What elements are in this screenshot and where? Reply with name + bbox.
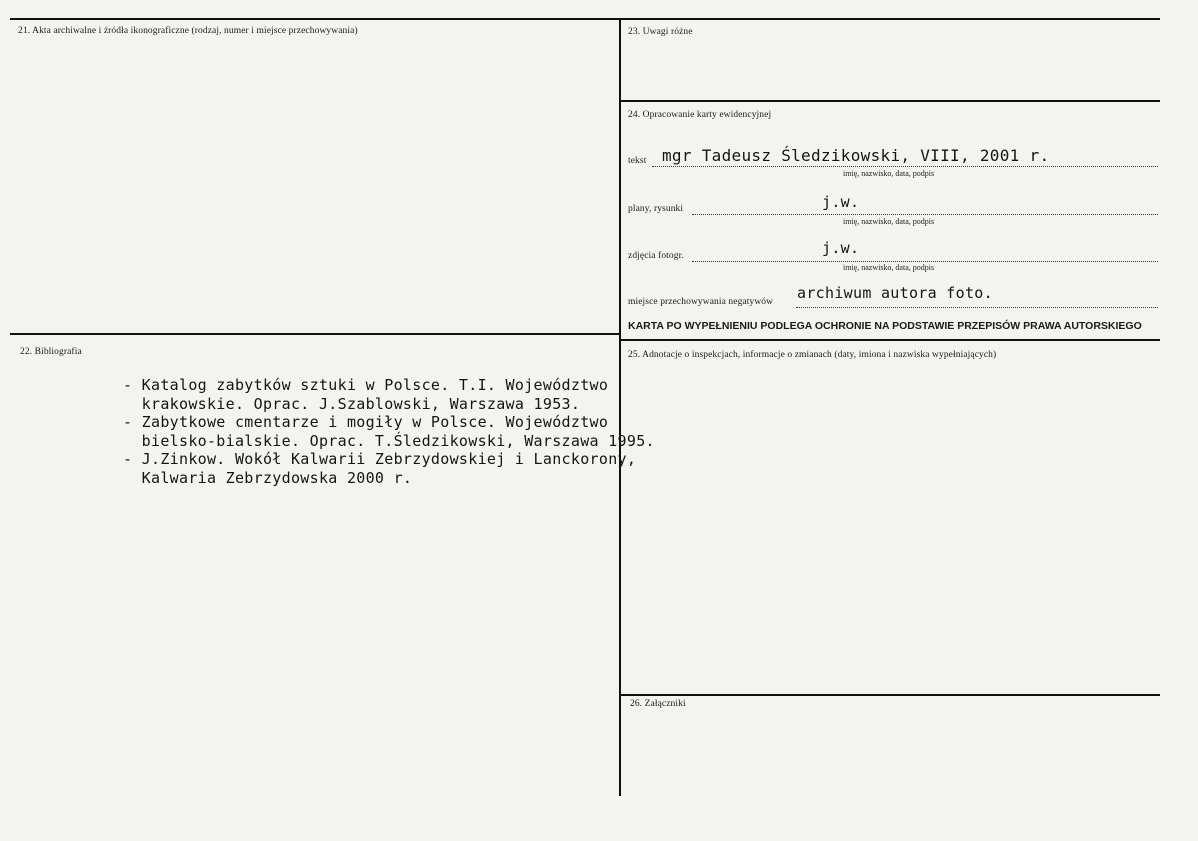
plany-label: plany, rysunki bbox=[628, 204, 684, 214]
copyright-notice: KARTA PO WYPEŁNIENIU PODLEGA OCHRONIE NA PODSTAWIE PRZEPISÓW PRAWA AUTORSKIEGO bbox=[628, 320, 1142, 332]
section-22-label: 22. Bibliografia bbox=[20, 347, 82, 357]
tekst-dotted-line bbox=[652, 166, 1158, 167]
bibliography-line-2: krakowskie. Oprac. J.Szablowski, Warszawa 1953. bbox=[123, 394, 581, 413]
bibliography-line-5: - J.Zinkow. Wokół Kalwarii Zebrzydowskiej i Lanckorony, bbox=[123, 450, 637, 468]
tekst-caption: imię, nazwisko, data, podpis bbox=[843, 169, 935, 178]
negatywy-value: archiwum autora foto. bbox=[797, 284, 993, 302]
plany-caption: imię, nazwisko, data, podpis bbox=[843, 217, 935, 226]
bibliography-line-4: bielsko-bialskie. Oprac. T.Śledzikowski, Warszawa 1995. bbox=[123, 431, 655, 450]
plany-dotted-line bbox=[692, 214, 1158, 215]
negatywy-dotted-line bbox=[796, 307, 1158, 308]
tekst-value: mgr Tadeusz Śledzikowski, VIII, 2001 r. bbox=[662, 146, 1050, 165]
right-divider-23-24 bbox=[620, 100, 1160, 102]
bibliography-line-3: - Zabytkowe cmentarze i mogiły w Polsce. Województwo bbox=[123, 413, 609, 431]
right-divider-25-26 bbox=[620, 694, 1160, 696]
top-border-line bbox=[10, 18, 1160, 20]
negatywy-label: miejsce przechowywania negatywów bbox=[628, 297, 774, 307]
bibliography-line-1: - Katalog zabytków sztuki w Polsce. T.I. Województwo bbox=[123, 376, 609, 394]
plany-value: j.w. bbox=[822, 193, 860, 211]
section-26-label: 26. Załączniki bbox=[630, 699, 686, 709]
section-25-label: 25. Adnotacje o inspekcjach, informacje o zmianach (daty, imiona i nazwiska wypełniających) bbox=[628, 350, 997, 360]
bibliography-list bbox=[123, 376, 655, 487]
zdjecia-value: j.w. bbox=[822, 239, 860, 257]
section-21-label: 21. Akta archiwalne i źródła ikonograficzne (rodzaj, numer i miejsce przechowywania) bbox=[18, 26, 358, 36]
section-23-label: 23. Uwagi różne bbox=[628, 27, 693, 37]
zdjecia-label: zdjęcia fotogr. bbox=[628, 251, 684, 261]
bibliography-line-6: Kalwaria Zebrzydowska 2000 r. bbox=[123, 468, 413, 487]
left-middle-divider bbox=[10, 333, 620, 335]
zdjecia-dotted-line bbox=[692, 261, 1158, 262]
tekst-label: tekst bbox=[628, 156, 647, 166]
zdjecia-caption: imię, nazwisko, data, podpis bbox=[843, 263, 935, 272]
section-24-label: 24. Opracowanie karty ewidencyjnej bbox=[628, 110, 772, 120]
right-divider-24-25 bbox=[620, 339, 1160, 341]
